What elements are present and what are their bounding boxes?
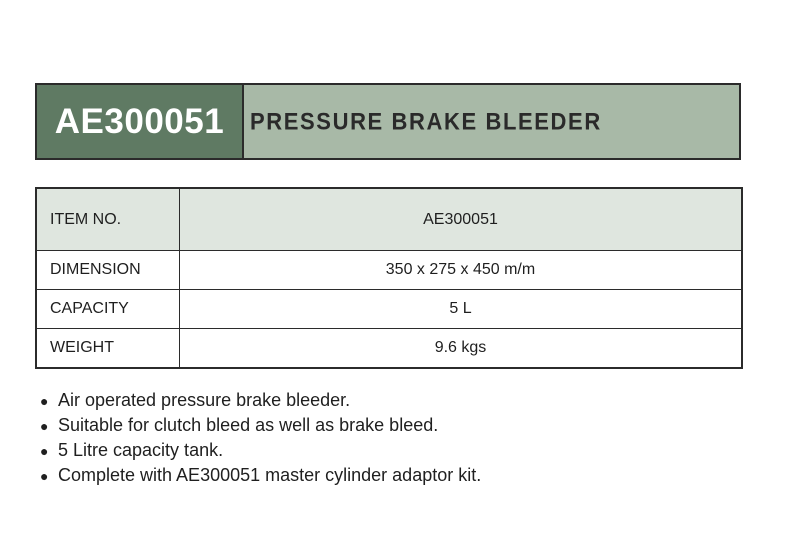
spec-value: 9.6 kgs bbox=[180, 329, 743, 369]
spec-label: ITEM NO. bbox=[36, 188, 180, 251]
product-code-box bbox=[37, 85, 244, 158]
feature-text: Suitable for clutch bleed as well as brake bleed. bbox=[58, 415, 439, 435]
spec-label: WEIGHT bbox=[36, 329, 180, 369]
product-header bbox=[35, 83, 741, 160]
spec-row-weight bbox=[36, 329, 742, 369]
product-title: PRESSURE BRAKE BLEEDER bbox=[250, 107, 602, 135]
spec-row-item-no bbox=[36, 188, 742, 251]
feature-item bbox=[40, 438, 481, 463]
feature-text: 5 Litre capacity tank. bbox=[58, 440, 224, 460]
product-title-box bbox=[244, 85, 739, 158]
spec-label: CAPACITY bbox=[36, 290, 180, 329]
spec-value: 350 x 275 x 450 m/m bbox=[180, 251, 743, 290]
feature-item bbox=[40, 413, 481, 438]
feature-list bbox=[40, 388, 481, 488]
feature-item bbox=[40, 463, 481, 488]
spec-table bbox=[35, 187, 743, 369]
bullet-icon: ● bbox=[40, 443, 49, 459]
feature-text: Complete with AE300051 master cylinder adaptor kit. bbox=[58, 465, 482, 485]
spec-label: DIMENSION bbox=[36, 251, 180, 290]
spec-value: AE300051 bbox=[180, 188, 743, 251]
bullet-icon: ● bbox=[40, 393, 49, 409]
spec-row-capacity bbox=[36, 290, 742, 329]
feature-text: Air operated pressure brake bleeder. bbox=[58, 390, 351, 410]
feature-item bbox=[40, 388, 481, 413]
spec-row-dimension bbox=[36, 251, 742, 290]
bullet-icon: ● bbox=[40, 418, 49, 434]
product-code: AE300051 bbox=[54, 101, 225, 141]
bullet-icon: ● bbox=[40, 468, 49, 484]
spec-value: 5 L bbox=[180, 290, 743, 329]
